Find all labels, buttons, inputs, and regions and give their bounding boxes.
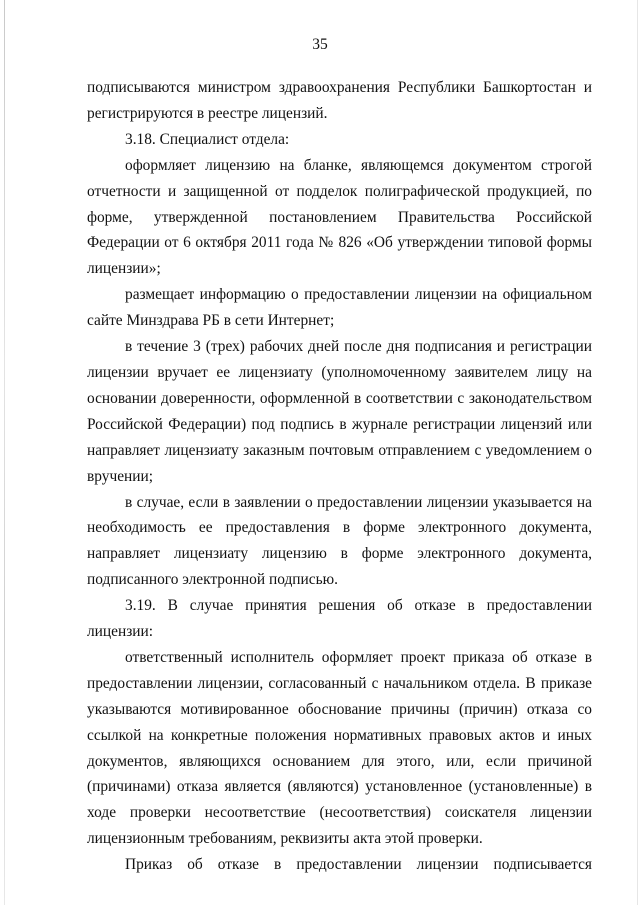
scan-edge-right bbox=[637, 0, 638, 905]
page-number: 35 bbox=[312, 36, 328, 53]
paragraph-electronic-document: в случае, если в заявлении о предоставлении лицензии указывается на необходимость ее предоставления в форме электронного документа, направляет лицензиату лицензию в форме электронного документа, подписанного электронной подписью. bbox=[87, 493, 592, 589]
paragraph-deliver-license: в течение 3 (трех) рабочих дней после дня подписания и регистрации лицензии вручает ее лицензиату (уполномоченному заявителем лицу на основании доверенности, оформленной в соответствии с законодательством Российской Федерации) под подпись в журнале регистрации лицензий или направляет лицензиату заказным почтовым отправлением с уведомлением о вручении; bbox=[87, 338, 592, 485]
paragraph-publish-info: размещает информацию о предоставлении лицензии на официальном сайте Минздрава РБ в сети Интернет; bbox=[87, 286, 592, 330]
paragraph-section-3-18-heading: 3.18. Специалист отдела: bbox=[125, 130, 290, 148]
paragraph-license-form: оформляет лицензию на бланке, являющемся документом строгой отчетности и защищенной от подделок полиграфической продукцией, по форме, утвержденной постановлением Правительства Российской Федерации от 6 октября 2011 года № 826 «Об утверждении типовой формы лицензии»; bbox=[87, 156, 592, 278]
paragraph-section-3-19-heading: 3.19. В случае принятия решения об отказе в предоставлении лицензии: bbox=[87, 597, 592, 641]
document-body bbox=[87, 75, 592, 878]
paragraph-continuation: подписываются министром здравоохранения Республики Башкортостан и регистрируются в реестре лицензий. bbox=[87, 79, 592, 122]
scan-edge-left bbox=[4, 0, 5, 905]
paragraph-order-signed: Приказ об отказе в предоставлении лицензии подписывается bbox=[125, 856, 592, 874]
paragraph-refusal-order: ответственный исполнитель оформляет проект приказа об отказе в предоставлении лицензии, согласованный с начальником отдела. В приказе указываются мотивированное обоснование причины (причин) отказа со ссылкой на конкретные положения нормативных правовых актов и иных документов, являющихся основанием для этого, или, если причиной (причинами) отказа является (являются) установленное (установленные) в ходе проверки несоответствие (несоответствия) соискателя лицензии лицензионным требованиям, реквизиты акта этой проверки. bbox=[87, 648, 592, 848]
